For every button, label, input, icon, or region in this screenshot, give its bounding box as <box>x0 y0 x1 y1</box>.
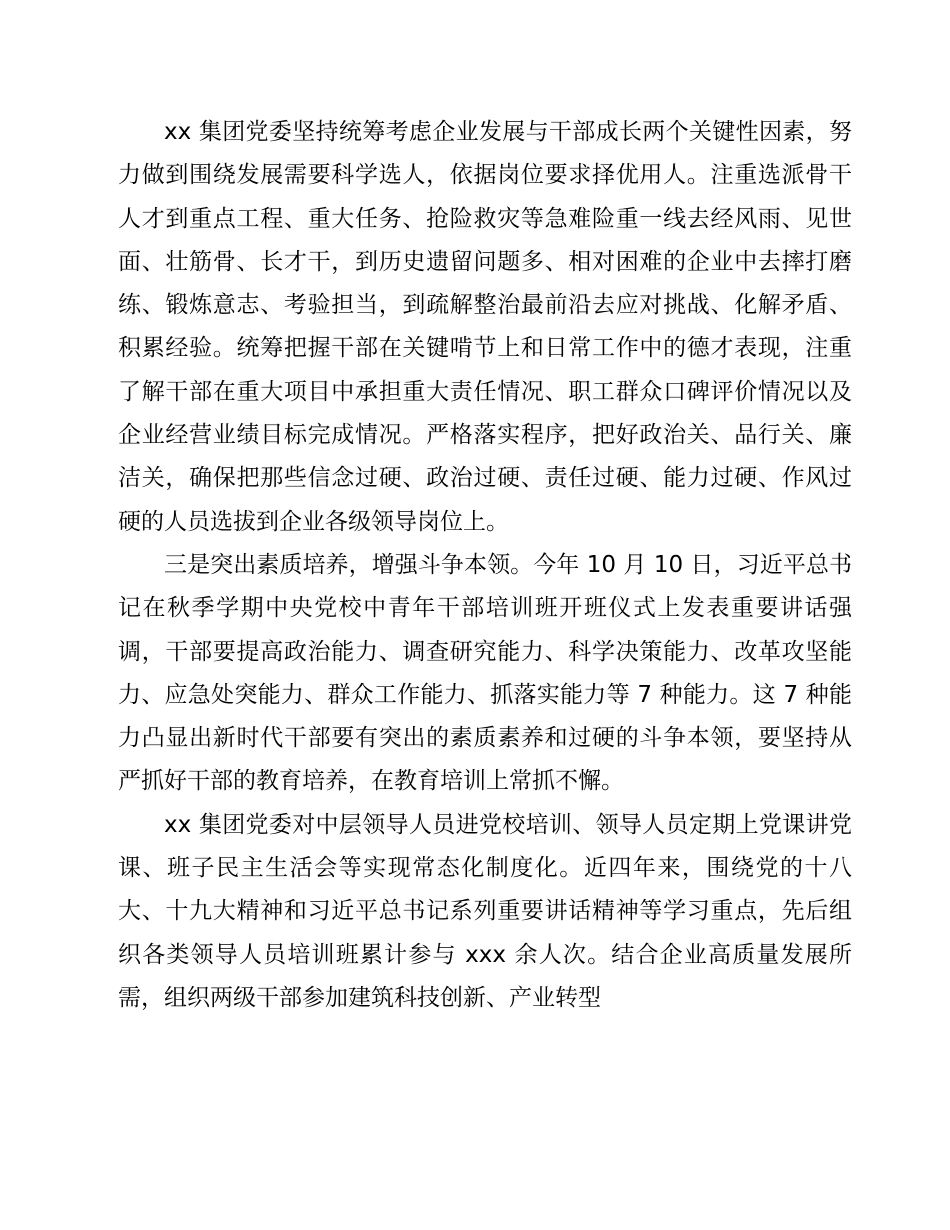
paragraph-party-school-training: xx 集团党委对中层领导人员进党校培训、领导人员定期上党课讲党课、班子民主生活会等实现常态化制度化。近四年来，围绕党的十八大、十九大精神和习近平总书记系列重要讲话精神等学习重点，先后组织各类领导人员培训班累计参与 xxx 余人次。结合企业高质量发展所需，组织两级干部参加建筑科技创新、产业转型 <box>118 811 852 1011</box>
paragraph-cadre-selection: xx 集团党委坚持统筹考虑企业发展与干部成长两个关键性因素，努力做到围绕发展需要科学选人，依据岗位要求择优用人。注重选派骨干人才到重点工程、重大任务、抢险救灾等急难险重一线去经风雨、见世面、壮筋骨、长才干，到历史遗留问题多、相对困难的企业中去摔打磨练、锻炼意志、考验担当，到疏解整治最前沿去应对挑战、化解矛盾、积累经验。统筹把握干部在关键啃节上和日常工作中的德才表现，注重了解干部在重大项目中承担重大责任情况、职工群众口碑评价情况以及企业经营业绩目标完成情况。严格落实程序，把好政治关、品行关、廉洁关，确保把那些信念过硬、政治过硬、责任过硬、能力过硬、作风过硬的人员选拔到企业各级领导岗位上。 <box>118 119 852 535</box>
paragraph-quality-training: 三是突出素质培养，增强斗争本领。今年 10 月 10 日，习近平总书记在秋季学期中央党校中青年干部培训班开班仪式上发表重要讲话强调，干部要提高政治能力、调查研究能力、科学决策能力、改革攻坚能力、应急处突能力、群众工作能力、抓落实能力等 7 种能力。这 7 种能力凸显出新时代干部要有突出的素质素养和过硬的斗争本领，要坚持从严抓好干部的教育培养，在教育培训上常抓不懈。 <box>118 551 852 795</box>
document-body <box>118 111 852 1020</box>
